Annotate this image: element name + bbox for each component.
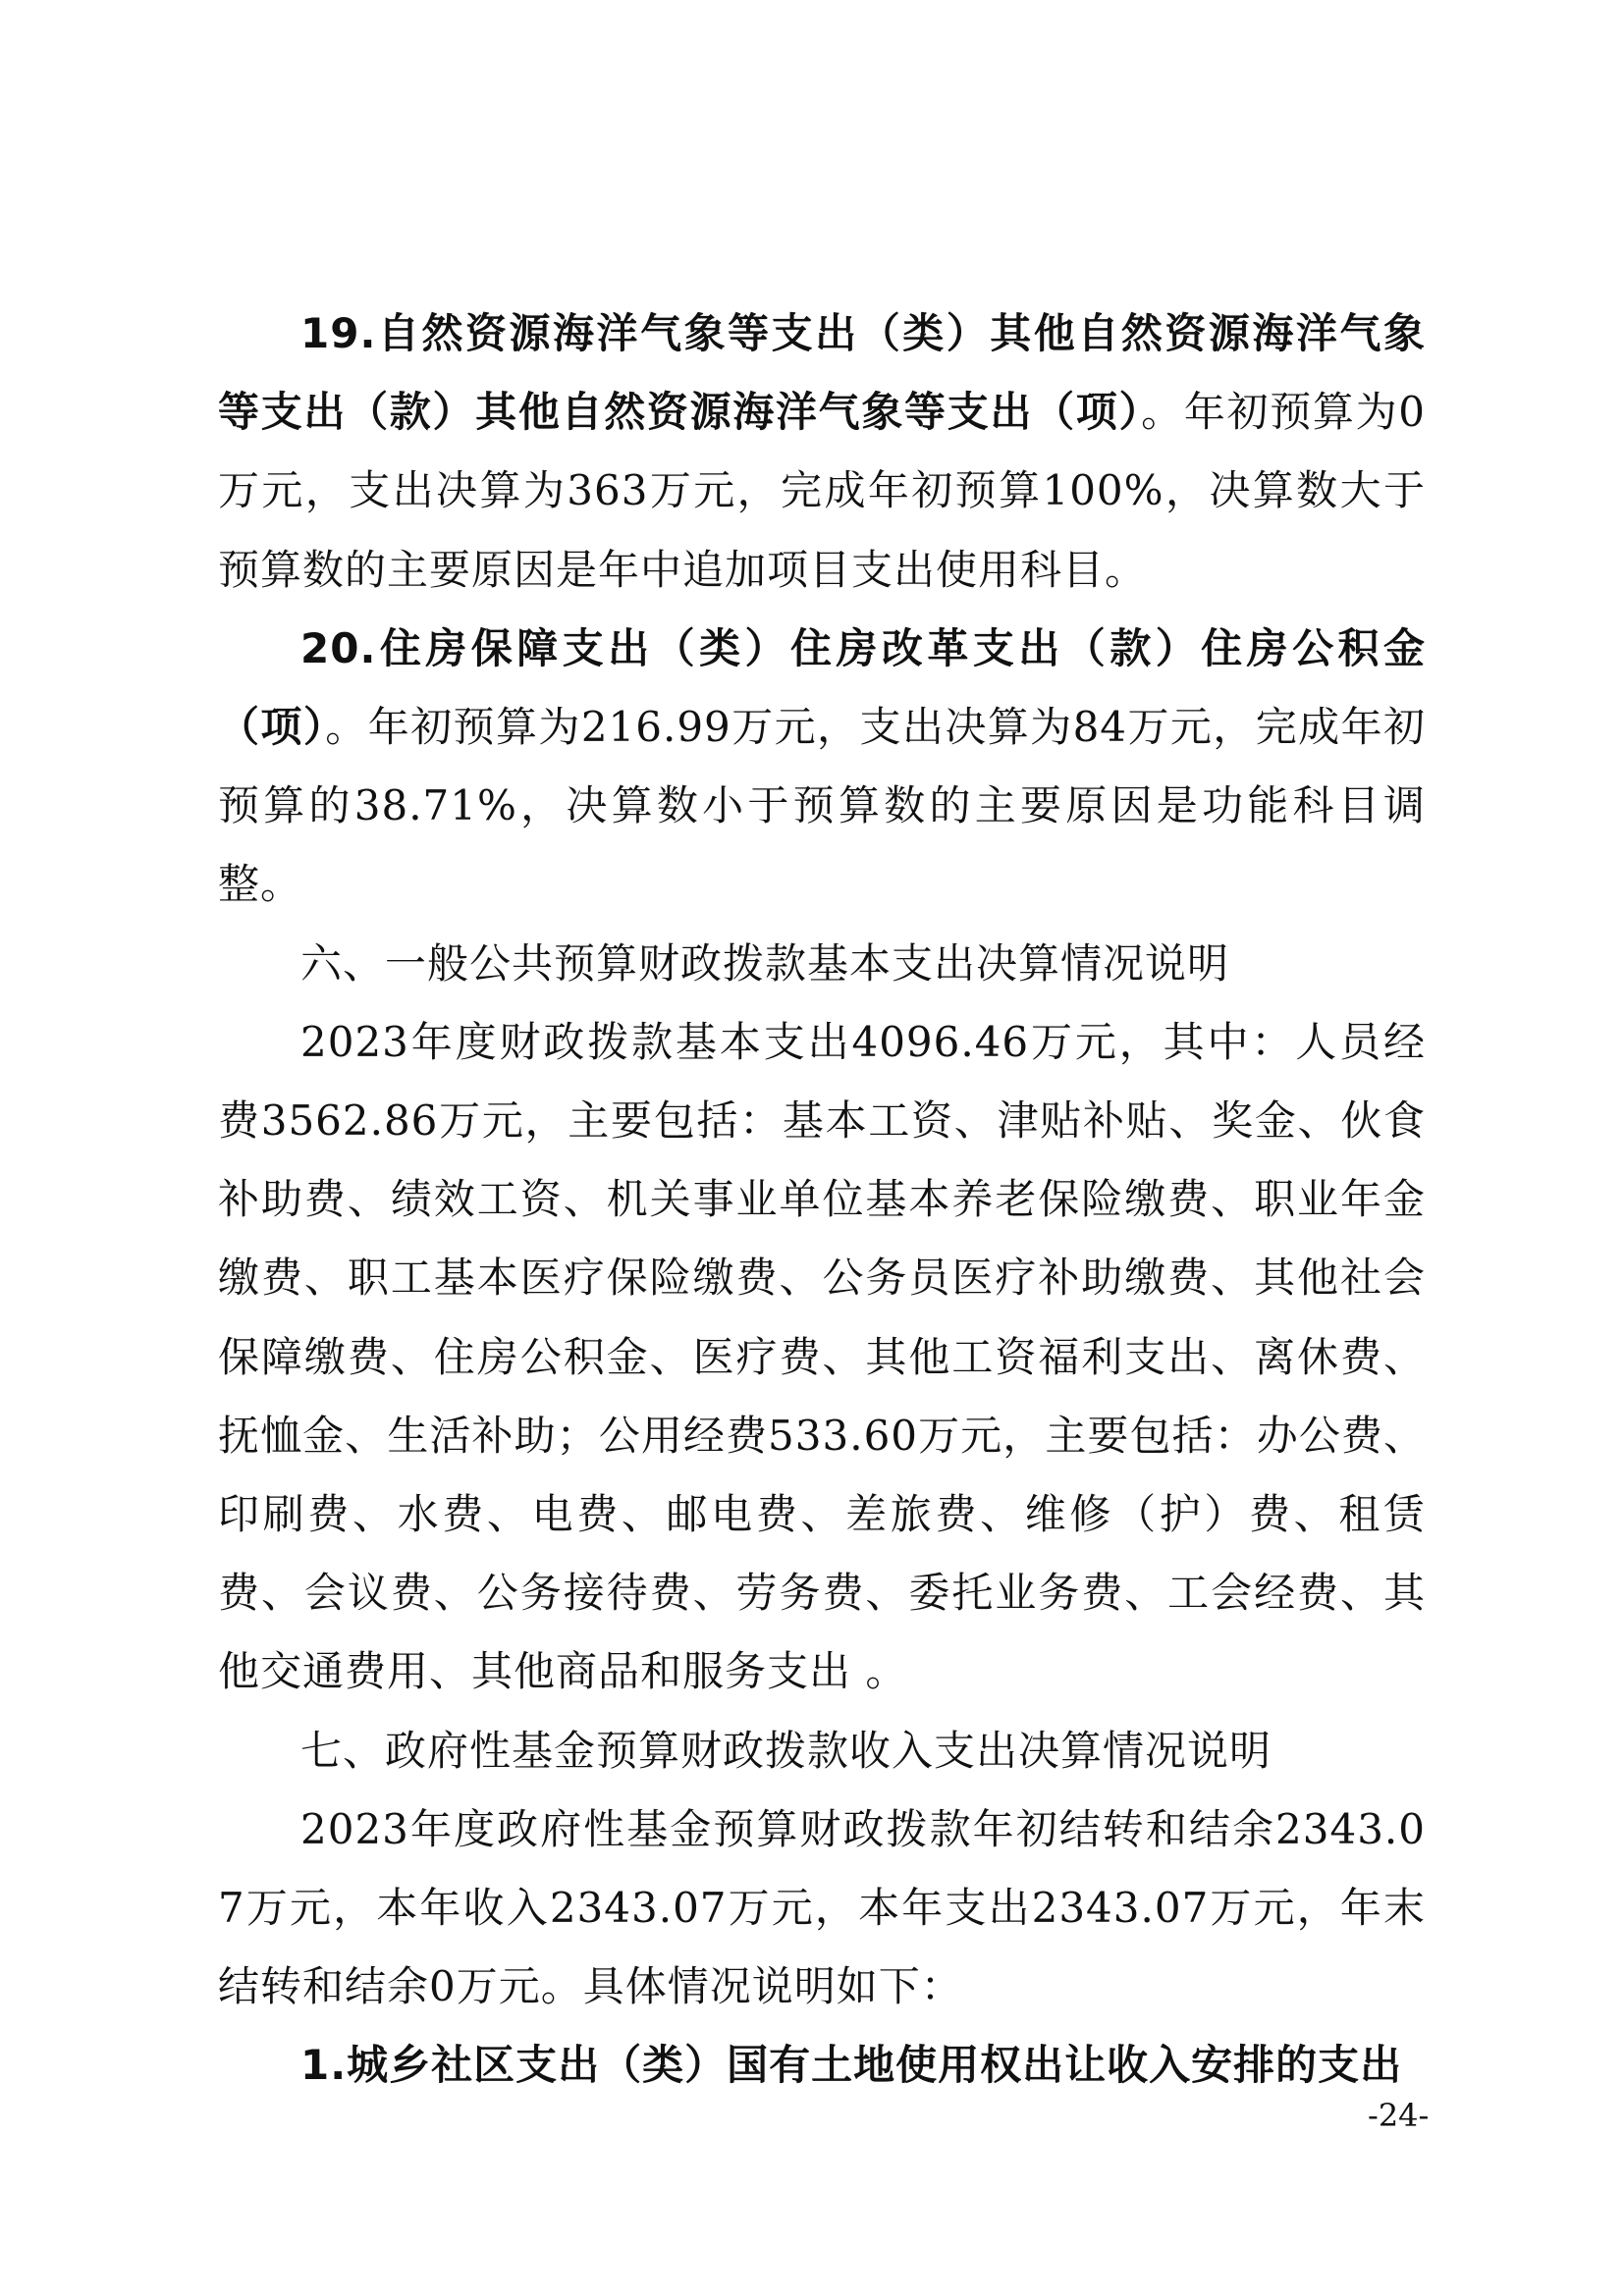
paragraph-item-19: [218, 294, 1426, 610]
paragraph-section-7-item-1: [218, 2026, 1426, 2105]
item-19-title: 19.自然资源海洋气象等支出（类）其他自然资源海洋气象等支出（款）其他自然资源海洋气象等支出（项）: [218, 309, 1426, 437]
document-body: [218, 294, 1426, 2106]
item-20-text: 。年初预算为216.99万元，支出决算为84万元，完成年初预算的38.71%，决算数小于预算数的主要原因是功能科目调整。: [218, 703, 1426, 909]
item-19-text: 。年初预算为0万元，支出决算为363万元，完成年初预算100%，决算数大于预算数的主要原因是年中追加项目支出使用科目。: [218, 388, 1426, 594]
section-7-item-1-title: 1.城乡社区支出（类）国有土地使用权出让收入安排的支出: [300, 2041, 1403, 2090]
section-7-body: 2023年度政府性基金预算财政拨款年初结转和结余2343.07万元，本年收入2343.07万元，本年支出2343.07万元，年末结转和结余0万元。具体情况说明如下：: [218, 1804, 1426, 2011]
paragraph-item-20: [218, 610, 1426, 925]
section-7-heading: 七、政府性基金预算财政拨款收入支出决算情况说明: [300, 1726, 1272, 1775]
item-20-title: 20.住房保障支出（类）住房改革支出（款）住房公积金（项）: [218, 623, 1426, 752]
section-6-body: 2023年度财政拨款基本支出4096.46万元，其中：人员经费3562.86万元，主要包括：基本工资、津贴补贴、奖金、伙食补助费、绩效工资、机关事业单位基本养老保险缴费、职业年金缴费、职工基本医疗保险缴费、公务员医疗补助缴费、其他社会保障缴费、住房公积金、医疗费、其他工资福利支出、离休费、抚恤金、生活补助；公用经费533.60万元，主要包括：办公费、印刷费、水费、电费、邮电费、差旅费、维修（护）费、租赁费、会议费、公务接待费、劳务费、委托业务费、工会经费、其他交通费用、其他商品和服务支出 。: [218, 1017, 1426, 1696]
section-6-heading: 六、一般公共预算财政拨款基本支出决算情况说明: [300, 938, 1230, 988]
page-number: -24-: [1368, 2097, 1430, 2134]
